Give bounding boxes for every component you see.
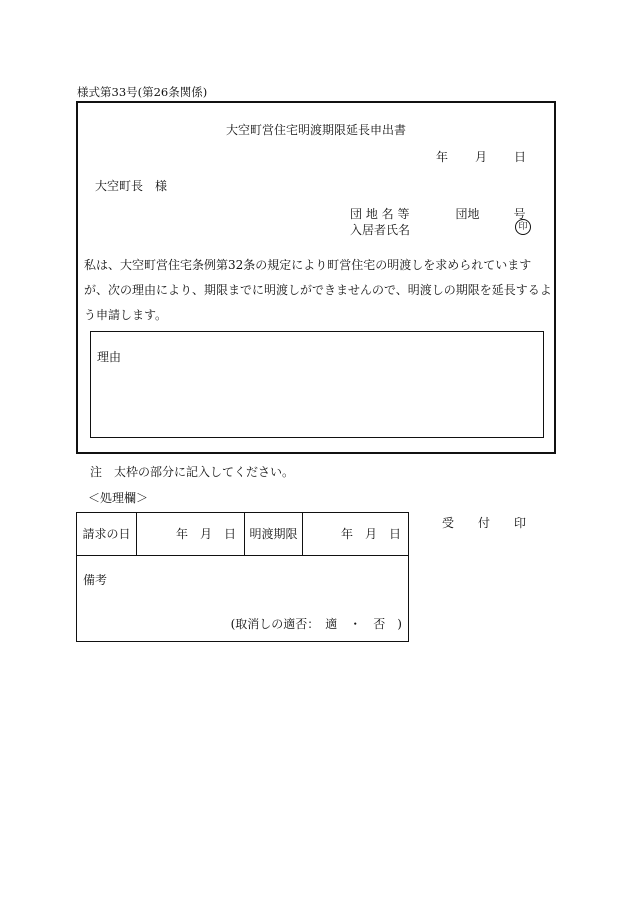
body-text: 私は、大空町営住宅条例第32条の規定により町営住宅の明渡しを求められていますが、次の理由により、期限までに明渡しができませんので、明渡しの期限を延長するよう申請します。: [84, 258, 552, 322]
number-suffix: 号: [513, 207, 526, 221]
reception-seal-label: 受 付 印: [442, 516, 527, 530]
resident-label: 入居者氏名: [350, 223, 411, 237]
date-month: 月: [474, 150, 487, 164]
remarks-label: 備考: [83, 573, 108, 587]
application-form-box: [76, 101, 556, 454]
danchi-row: [350, 205, 525, 222]
request-date-value: 年 月 日: [137, 513, 245, 555]
date-day: 日: [513, 150, 526, 164]
danchi-value: 団地: [455, 207, 480, 221]
processing-table: [76, 512, 409, 642]
table-row-divider: [77, 555, 408, 556]
addressee: 大空町長 様: [95, 179, 168, 193]
deadline-value: 年 月 日: [340, 527, 401, 541]
reason-box: [90, 331, 544, 438]
reason-label: 理由: [97, 350, 122, 364]
cancel-status: (取消しの適否： 適 ・ 否 ): [230, 617, 402, 631]
seal-icon: 印: [515, 219, 531, 235]
form-number: 様式第33号(第26条関係): [77, 85, 208, 99]
date-line: [436, 148, 526, 165]
note: 注 太枠の部分に記入してください。: [90, 465, 295, 479]
date-year: 年: [435, 150, 448, 164]
processing-label: ＜処理欄＞: [88, 491, 149, 505]
deadline-label: 明渡期限: [245, 513, 303, 555]
resident-row: [350, 221, 410, 238]
request-date-label: 請求の日: [77, 513, 137, 555]
danchi-label: 団 地 名 等: [350, 207, 410, 221]
form-title: 大空町営住宅明渡期限延長申出書: [225, 123, 406, 137]
